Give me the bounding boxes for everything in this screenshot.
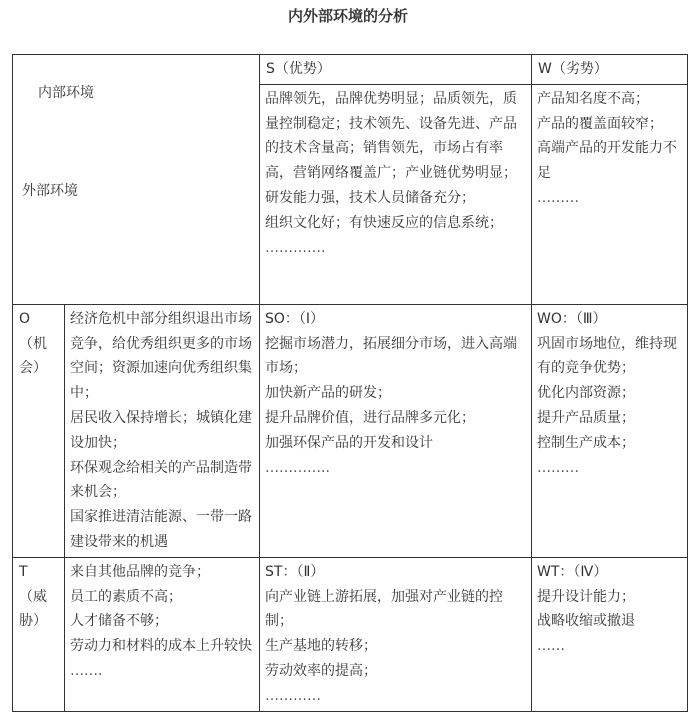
- opportunity-label-line: （机: [19, 335, 47, 352]
- opportunities-cell: [65, 304, 260, 557]
- so-item: 加快新产品的研发；: [265, 385, 391, 402]
- opportunity-label: [13, 304, 65, 557]
- wo-strategy-cell: [532, 304, 688, 557]
- threat-label-line: T: [19, 563, 28, 580]
- so-item: 挖掘市场潜力，拓展细分市场，进入高端市场；: [265, 335, 517, 377]
- strengths-header: S（优势）: [260, 55, 532, 85]
- wo-ellipsis: ………: [537, 459, 579, 476]
- external-environment-label: 外部环境: [22, 183, 78, 199]
- strength-item: 研发能力强，技术人员储备充分；: [265, 189, 475, 206]
- threat-label-line: 胁）: [19, 613, 47, 630]
- threat-item: 来自其他品牌的竞争；: [70, 563, 210, 580]
- strength-item: 品牌领先，品牌优势明显；品质领先，质量控制稳定；技术领先、设备先进、产品的技术含量高；销售领先，市场占有率高，营销网络覆盖广；产业链优势明显；: [265, 90, 517, 182]
- header-row: [13, 55, 688, 85]
- wo-item: 优化内部资源；: [537, 385, 635, 402]
- opportunity-item: 环保观念给相关的产品制造带来机会；: [70, 459, 252, 501]
- swot-table: [12, 54, 688, 712]
- opportunity-label-line: 会）: [19, 360, 47, 377]
- wo-item: 控制生产成本；: [537, 434, 635, 451]
- threat-ellipsis: …….: [70, 662, 103, 679]
- opportunity-item: 经济危机中部分组织退出市场竞争，给优秀组织更多的市场空间；资源加速向优秀组织集中；: [70, 310, 252, 402]
- wo-heading: WO：（Ⅲ）: [537, 310, 607, 327]
- opportunity-label-line: O: [19, 310, 31, 327]
- wo-item: 巩固市场地位，维持现有的竞争优势；: [537, 335, 677, 377]
- threat-label-line: （威: [19, 588, 47, 605]
- weakness-item: 产品的覆盖面较窄；: [537, 115, 663, 132]
- wt-item: 战略收缩或撤退: [537, 613, 635, 630]
- so-item: 加强环保产品的开发和设计: [265, 434, 433, 451]
- strength-item: 组织文化好；有快速反应的信息系统；: [265, 214, 503, 231]
- st-item: 向产业链上游拓展，加强对产业链的控制；: [265, 588, 503, 630]
- wo-item: 提升产品质量；: [537, 409, 635, 426]
- opportunity-row: [13, 304, 688, 557]
- weaknesses-cell: [532, 84, 688, 304]
- wt-item: 提升设计能力；: [537, 588, 635, 605]
- weakness-item: 产品知名度不高；: [537, 90, 649, 107]
- weakness-item: 高端产品的开发能力不足: [537, 140, 677, 182]
- wt-ellipsis: ……: [537, 638, 565, 655]
- st-ellipsis: …………: [265, 687, 321, 704]
- weaknesses-header: W（劣势）: [532, 55, 688, 85]
- opportunity-item: 居民收入保持增长；城镇化建设加快；: [70, 409, 252, 451]
- st-heading: ST：（Ⅱ）: [265, 563, 325, 580]
- so-strategy-cell: [260, 304, 532, 557]
- weakness-ellipsis: ………: [537, 189, 579, 206]
- st-item: 生产基地的转移；: [265, 638, 377, 655]
- threat-item: 人才储备不够；: [70, 613, 168, 630]
- threat-row: [13, 557, 688, 711]
- so-ellipsis: …………..: [265, 459, 330, 476]
- threat-label: [13, 557, 65, 711]
- threat-item: 劳动力和材料的成本上升较快: [70, 638, 252, 655]
- wt-strategy-cell: [532, 557, 688, 711]
- page-title: 内外部环境的分析: [287, 7, 408, 25]
- so-item: 提升品牌价值，进行品牌多元化；: [265, 409, 475, 426]
- corner-cell: [13, 55, 260, 305]
- threat-item: 员工的素质不高；: [70, 588, 182, 605]
- threats-cell: [65, 557, 260, 711]
- internal-environment-label: 内部环境: [38, 85, 94, 101]
- so-heading: SO：（Ⅰ）: [265, 310, 325, 327]
- st-strategy-cell: [260, 557, 532, 711]
- st-item: 劳动效率的提高；: [265, 662, 377, 679]
- opportunity-item: 国家推进清洁能源、一带一路建设带来的机遇: [70, 509, 252, 550]
- wt-heading: WT：（Ⅳ）: [537, 563, 608, 580]
- strengths-cell: [260, 84, 532, 304]
- strength-ellipsis: ………….: [265, 239, 326, 256]
